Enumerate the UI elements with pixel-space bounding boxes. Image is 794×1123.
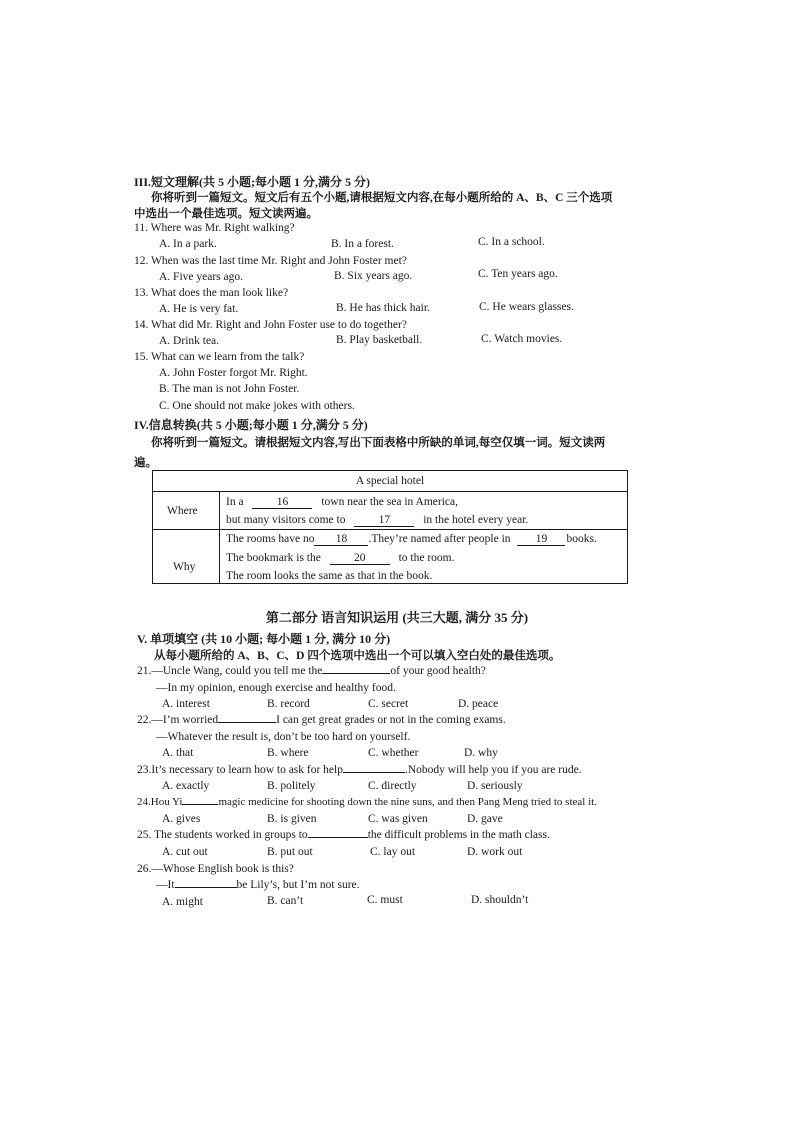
stem-text: —It bbox=[156, 879, 175, 891]
option-a: A. interest bbox=[162, 698, 210, 710]
blank-19[interactable]: 19 bbox=[517, 533, 565, 546]
stem-text: 23.It’s necessary to learn how to ask for help bbox=[137, 764, 343, 776]
option-c: C. whether bbox=[368, 747, 419, 759]
question-line: —Whatever the result is, don’t be too hard on yourself. bbox=[156, 731, 411, 743]
option-a: A. cut out bbox=[162, 846, 208, 858]
option-a: A. might bbox=[162, 896, 203, 908]
option-b: B. record bbox=[267, 698, 310, 710]
table-text: .They’re named after people in bbox=[368, 533, 511, 545]
option-a: A. He is very fat. bbox=[159, 303, 239, 315]
option-b: B. Play basketball. bbox=[336, 334, 423, 346]
option-c: C. was given bbox=[368, 813, 428, 825]
table-line bbox=[226, 533, 597, 546]
answer-blank[interactable] bbox=[175, 887, 237, 888]
option-d: D. peace bbox=[458, 698, 499, 710]
option-d: D. shouldn’t bbox=[471, 894, 529, 906]
stem-text: I can get great grades or not in the coming exams. bbox=[276, 714, 506, 726]
option-d: D. why bbox=[464, 747, 498, 759]
table-text: The rooms have no bbox=[226, 533, 315, 545]
question-line: —In my opinion, enough exercise and healthy food. bbox=[156, 682, 396, 694]
table-text: books. bbox=[566, 533, 597, 545]
question-stem bbox=[137, 714, 506, 726]
question-stem bbox=[137, 764, 582, 776]
blank-16[interactable]: 16 bbox=[252, 496, 312, 509]
table-line bbox=[226, 496, 458, 509]
option-a: A. John Foster forgot Mr. Right. bbox=[159, 367, 308, 379]
question-line bbox=[156, 879, 360, 891]
section-heading-iii: III.短文理解(共 5 小题;每小题 1 分,满分 5 分) bbox=[134, 175, 370, 189]
option-c: C. He wears glasses. bbox=[479, 301, 574, 313]
section-intro-line: 遍。 bbox=[134, 457, 157, 469]
section-intro-line: 中选出一个最佳选项。短文读两遍。 bbox=[134, 208, 318, 220]
stem-text: 22.—I’m worried bbox=[137, 714, 219, 726]
option-a: A. gives bbox=[162, 813, 201, 825]
table-text: town near the sea in America, bbox=[321, 496, 458, 508]
option-d: D. gave bbox=[467, 813, 503, 825]
stem-text: 25. The students worked in groups to bbox=[137, 829, 308, 841]
answer-blank[interactable] bbox=[343, 772, 405, 773]
option-d: D. work out bbox=[467, 846, 523, 858]
question-stem bbox=[137, 829, 550, 841]
table-text: in the hotel every year. bbox=[423, 514, 529, 526]
answer-blank[interactable] bbox=[182, 804, 218, 805]
section-intro-line: 从每小题所给的 A、B、C、D 四个选项中选出一个可以填入空白处的最佳选项。 bbox=[154, 650, 561, 662]
part-two-title: 第二部分 语言知识运用 (共三大题, 满分 35 分) bbox=[265, 610, 529, 625]
question-stem: 11. Where was Mr. Right walking? bbox=[134, 222, 295, 234]
answer-blank[interactable] bbox=[218, 722, 276, 723]
stem-text: .Nobody will help you if you are rude. bbox=[404, 764, 582, 776]
question-stem: 13. What does the man look like? bbox=[134, 287, 289, 299]
option-b: B. Six years ago. bbox=[334, 270, 413, 282]
option-d: D. seriously bbox=[467, 780, 523, 792]
section-intro-line: 你将听到一篇短文。短文后有五个小题,请根据短文内容,在每小题所给的 A、B、C 三个选项 bbox=[151, 192, 613, 204]
option-a: A. exactly bbox=[162, 780, 210, 792]
option-b: B. put out bbox=[267, 846, 313, 858]
option-a: A. that bbox=[162, 747, 194, 759]
option-a: A. Five years ago. bbox=[159, 271, 243, 283]
answer-blank[interactable] bbox=[308, 837, 368, 838]
table-text: In a bbox=[226, 496, 244, 508]
option-b: B. In a forest. bbox=[331, 238, 394, 250]
option-a: A. Drink tea. bbox=[159, 335, 220, 347]
stem-text: the difficult problems in the math class. bbox=[367, 829, 550, 841]
question-stem bbox=[137, 665, 486, 677]
option-b: B. The man is not John Foster. bbox=[159, 383, 300, 395]
question-stem: 15. What can we learn from the talk? bbox=[134, 351, 305, 363]
stem-text: 24.Hou Yi bbox=[137, 796, 183, 808]
option-c: C. directly bbox=[368, 780, 417, 792]
answer-blank[interactable] bbox=[322, 673, 390, 674]
table-divider bbox=[219, 491, 220, 583]
option-b: B. can’t bbox=[267, 895, 304, 907]
table-line: The room looks the same as that in the book. bbox=[226, 570, 433, 582]
question-stem: 26.—Whose English book is this? bbox=[137, 863, 294, 875]
section-intro-line: 你将听到一篇短文。请根据短文内容,写出下面表格中所缺的单词,每空仅填一词。短文读两 bbox=[151, 437, 606, 449]
section-heading-iv: IV.信息转换(共 5 小题;每小题 1 分,满分 5 分) bbox=[134, 418, 368, 432]
table-text: but many visitors come to bbox=[226, 514, 346, 526]
blank-18[interactable]: 18 bbox=[314, 533, 368, 546]
option-c: C. lay out bbox=[370, 846, 416, 858]
table-text: The bookmark is the bbox=[226, 552, 321, 564]
option-c: C. Watch movies. bbox=[481, 333, 563, 345]
table-title: A special hotel bbox=[355, 475, 425, 487]
question-stem: 12. When was the last time Mr. Right and John Foster met? bbox=[134, 255, 407, 267]
option-c: C. Ten years ago. bbox=[478, 268, 558, 280]
question-stem bbox=[137, 796, 597, 808]
option-b: B. where bbox=[267, 747, 309, 759]
section-heading-v: V. 单项填空 (共 10 小题; 每小题 1 分, 满分 10 分) bbox=[137, 632, 391, 646]
table-line bbox=[226, 514, 528, 527]
option-c: C. secret bbox=[368, 698, 409, 710]
stem-text: be Lily’s, but I’m not sure. bbox=[236, 879, 360, 891]
option-c: C. must bbox=[367, 894, 403, 906]
table-text: to the room. bbox=[398, 552, 455, 564]
table-line bbox=[226, 552, 455, 565]
info-table bbox=[152, 470, 628, 584]
stem-text: 21.—Uncle Wang, could you tell me the bbox=[137, 665, 323, 677]
option-c: C. In a school. bbox=[478, 236, 545, 248]
option-a: A. In a park. bbox=[159, 238, 217, 250]
option-b: B. is given bbox=[267, 813, 317, 825]
option-b: B. He has thick hair. bbox=[336, 302, 430, 314]
blank-17[interactable]: 17 bbox=[354, 514, 414, 527]
option-c: C. One should not make jokes with others. bbox=[159, 400, 355, 412]
option-b: B. politely bbox=[267, 780, 316, 792]
stem-text: magic medicine for shooting down the nine suns, and then Pang Meng tried to steal it. bbox=[218, 796, 597, 808]
question-stem: 14. What did Mr. Right and John Foster use to do together? bbox=[134, 319, 407, 331]
table-label-where: Where bbox=[167, 505, 198, 517]
table-label-why: Why bbox=[173, 561, 196, 573]
stem-text: of your good health? bbox=[390, 665, 486, 677]
blank-20[interactable]: 20 bbox=[330, 552, 390, 565]
